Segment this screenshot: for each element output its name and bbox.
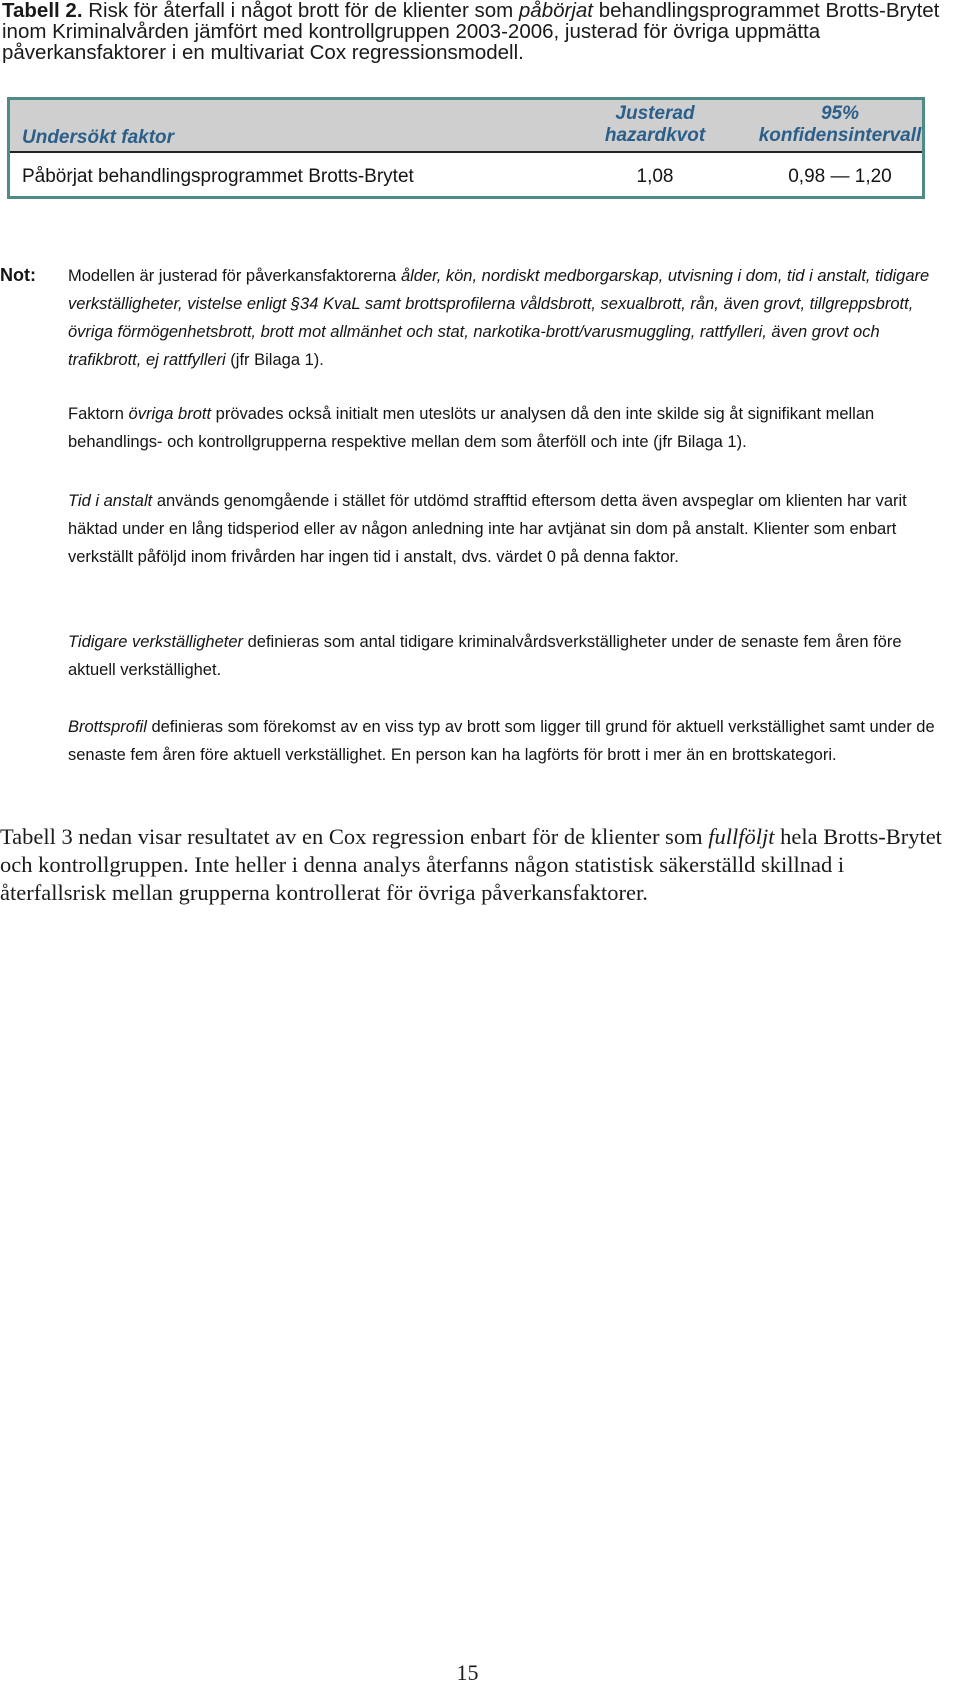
note-paragraph-model bbox=[68, 262, 948, 374]
header-confidence-interval bbox=[750, 103, 930, 147]
note-text: definieras som antal tidigare kriminalvårdsverkställigheter under de senaste fem åren före aktuell verkställighet. bbox=[68, 633, 902, 679]
note-text: definieras som förekomst av en viss typ av brott som ligger till grund för aktuell verkställighet samt under de senaste fem åren före aktuell verkställighet. En person kan ha lagförts för brott i mer än en brottskategori. bbox=[68, 718, 935, 764]
table-caption bbox=[2, 0, 952, 63]
header-hr-line2: hazardkvot bbox=[604, 125, 706, 146]
caption-italic: påbörjat bbox=[518, 0, 593, 22]
table-header-row bbox=[10, 100, 922, 153]
hazard-table bbox=[7, 97, 925, 199]
note-italic: ålder, kön, nordiskt medborgarskap, utvisning i dom, tid i anstalt, tidigare verkställigheter, vistelse enligt §34 KvaL samt brottsprofilerna våldsbrott, sexualbrott, rån, även grovt, tillgreppsbrott, övriga förmögenhetsbrott, brott mot allmänhet och stat, narkotika-brott/varusmuggling, rattfylleri, även grovt och trafikbrott, ej rattfylleri bbox=[68, 267, 930, 369]
note-text: Faktorn bbox=[68, 405, 129, 423]
header-ci-line2: konfidensintervall bbox=[758, 125, 922, 146]
note-paragraph-crime-profile bbox=[68, 713, 948, 769]
note-text: Modellen är justerad för påverkansfaktorerna bbox=[68, 267, 401, 285]
page-number: 15 bbox=[456, 1660, 479, 1685]
body-text: Tabell 3 nedan visar resultatet av en Cox regression enbart för de klienter som bbox=[0, 824, 709, 849]
note-paragraph-other-crimes bbox=[68, 400, 948, 456]
cell-factor: Påbörjat behandlingsprogrammet Brotts-Brytet bbox=[22, 166, 414, 187]
header-hazard-ratio bbox=[570, 103, 740, 147]
note-italic: övriga brott bbox=[128, 405, 212, 423]
note-text: (jfr Bilaga 1). bbox=[225, 351, 324, 369]
caption-text-end: behandlingsprogrammet Brotts-Brytet inom Kriminalvården jämfört med kontrollgruppen 2003-2006, justerad för övriga uppmätta påverkansfaktorer i en multivariat Cox regressionsmodell. bbox=[2, 0, 940, 64]
header-ci-line1: 95% bbox=[820, 103, 860, 124]
note-italic: Tidigare verkställigheter bbox=[68, 633, 244, 651]
note-paragraph-previous-sentences bbox=[68, 628, 948, 684]
caption-text: Risk för återfall i något brott för de klienter som bbox=[88, 0, 519, 22]
notes-label: Not: bbox=[0, 265, 36, 285]
cell-confidence-interval: 0,98 — 1,20 bbox=[788, 166, 892, 187]
caption-label: Tabell 2. bbox=[2, 0, 83, 22]
note-paragraph-time-in-prison bbox=[68, 487, 948, 571]
header-hr-line1: Justerad bbox=[615, 103, 695, 124]
cell-hazard-ratio: 1,08 bbox=[636, 166, 674, 187]
note-italic: Brottsprofil bbox=[68, 718, 147, 736]
body-italic: fullföljt bbox=[708, 824, 775, 849]
header-factor: Undersökt faktor bbox=[22, 127, 175, 148]
note-text: prövades också initialt men uteslöts ur analysen då den inte skilde sig åt signifikant mellan behandlings- och kontrollgrupperna respektive mellan dem som återföll och inte (jfr Bilaga 1). bbox=[68, 405, 875, 451]
body-paragraph bbox=[0, 823, 955, 907]
body-text: hela Brotts-Brytet och kontrollgruppen. Inte heller i denna analys återfanns någon statistisk säkerställd skillnad i återfallsrisk mellan grupperna kontrollerat för övriga påverkansfaktorer. bbox=[0, 824, 942, 905]
note-text: används genomgående i stället för utdömd strafftid eftersom detta även avspeglar om klienten har varit häktad under en lång tidsperiod eller av någon anledning inte har avtjänat sin dom på anstalt. Klienter som enbart verkställt påföljd inom frivården har ingen tid i anstalt, dvs. värdet 0 på denna faktor. bbox=[68, 492, 907, 566]
note-italic: Tid i anstalt bbox=[68, 492, 153, 510]
